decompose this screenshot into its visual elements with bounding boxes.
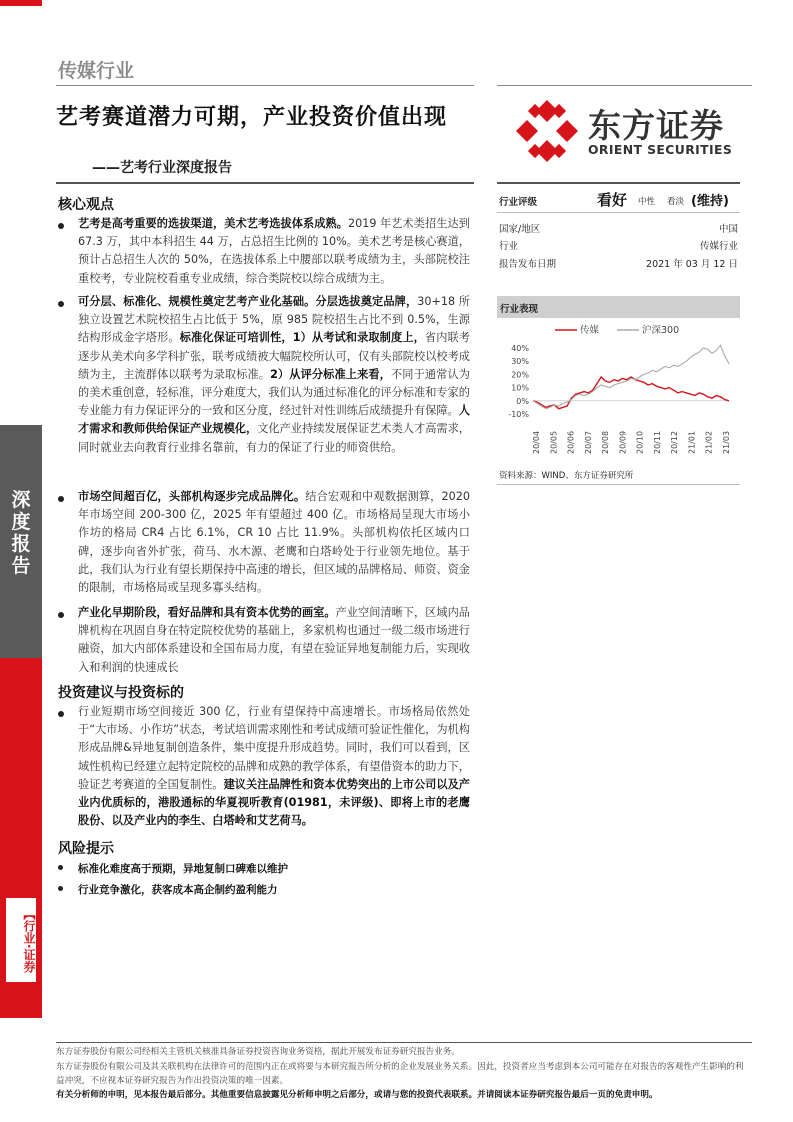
rating-row-key: 国家/地区 <box>499 224 541 235</box>
x-tick-label: 20/05 <box>549 430 559 454</box>
footer-line: 东方证券股份有限公司及其关联机构在法律许可的范围内正在或将要与本研究报告所分析的企业发展业务关系。因此，投资者应当考虑到本公司可能存在对报告的客观性产生影响的利益冲突，不应视本证券研究报告为作出投资决策的唯一因素。 <box>56 1062 744 1086</box>
logo-name-cn: 东方证券 <box>588 106 724 145</box>
logo-mark-icon <box>512 98 582 164</box>
page-subtitle: ——艺考行业深度报告 <box>92 160 232 176</box>
logo <box>512 98 752 162</box>
core-item <box>78 215 470 288</box>
header-divider <box>56 85 474 86</box>
footer-line: 东方证券股份有限公司经相关主管机关核准具备证券投资咨询业务资格，据此开展发布证券研究报告业务。 <box>56 1047 460 1057</box>
core-item-text: 不同于通常认为的美术重创意，轻标准，评分难度大，我们认为通过标准化的评分标准和专家的专业能力有力保证评分的一致和区分度，经过针对性训练后成绩提升有保障。 <box>78 367 470 418</box>
y-tick-label: 30% <box>511 357 529 367</box>
y-tick-label: 10% <box>511 383 529 393</box>
rating-status: (维持) <box>691 194 729 209</box>
x-tick-label: 21/01 <box>687 430 697 454</box>
footer-line: 有关分析师的申明，见本报告最后部分。其他重要信息披露见分析师申明之后部分，或请与您的投资代表联系。并请阅读本证券研究报告最后一页的免责申明。 <box>56 1090 658 1100</box>
y-tick-label: -10% <box>508 410 529 419</box>
legend-label: 传媒 <box>580 325 600 336</box>
logo-name-en: ORIENT SECURITIES <box>588 142 733 157</box>
core-item-bold: 市场空间超百亿，头部机构逐步完成品牌化。 <box>78 490 306 503</box>
risk-item: 行业竞争激化，获客成本高企制约盈利能力 <box>78 884 278 896</box>
y-tick-label: 0% <box>516 396 529 406</box>
rating-row-key: 报告发布日期 <box>499 259 557 270</box>
x-tick-label: 20/12 <box>670 430 680 454</box>
rating-divider <box>497 212 740 213</box>
perf-source: 资料来源：WIND、东方证券研究所 <box>499 471 634 481</box>
side-tab-deep-report <box>0 425 42 658</box>
perf-bottom-rule <box>497 484 740 485</box>
core-item-bold: 艺考是高考重要的选拔渠道，美术艺考选拔体系成熟。 <box>78 217 348 230</box>
perf-heading: 行业表现 <box>500 304 539 315</box>
x-tick-label: 20/10 <box>635 430 645 454</box>
side-tab-char: 深 <box>11 489 31 511</box>
logo-top-rule <box>497 85 752 86</box>
invest-heading: 投资建议与投资标的 <box>58 685 184 701</box>
rating-top-rule <box>497 182 740 184</box>
side-tab-char: 告 <box>11 555 31 577</box>
x-tick-label: 21/02 <box>704 430 714 454</box>
core-item-bold: 产业化早期阶段，看好品牌和具有资本优势的画室。 <box>78 606 336 619</box>
rating-row-value: 传媒行业 <box>699 241 738 252</box>
x-tick-label: 21/03 <box>722 430 731 454</box>
y-tick-label: 20% <box>511 370 529 380</box>
core-item-text: 省内联考逐步从美术向多学科扩张，联考成绩被大幅院校所认可，仅有头部院校以校考成绩为主，主流群体以联考为录取标准。 <box>78 331 470 381</box>
core-item-bold: 2）从评分标准上来看， <box>270 367 391 381</box>
core-item-text: 2019 年艺术类招生达到 67.3 万，其中本科招生 44 万，占总招生比例的 10%。美术艺考是核心赛道，预计占总招生人次的 50%，在选拔体系上中腰部以联考成绩为主，头部院校注重校考，专业院校看重专业成绩，综合类院校以综合成绩为主。 <box>78 217 470 285</box>
rating-row-key: 行业 <box>499 241 519 252</box>
subtitle-divider <box>56 182 474 184</box>
y-tick-label: 40% <box>511 344 529 353</box>
core-item-text: 结合宏观和中观数据测算，2020 年市场空间 200-300 亿，2025 年有望超过 400 亿。市场格局呈现大市场小作坊的格局 CR4 占比 6.1%，CR 10 占比 11.9%。头部机构依托区域内口碑，逐步向省外扩张，荷马、水木源、老鹰和白塔岭处于行业领先地位。基于此，我们认为行业有望长期保持中高速的增长，但区域的品牌格局、师资、资金的限制，市场格局或呈现多寡头结构。 <box>78 490 470 595</box>
bullet-icon <box>58 301 64 307</box>
x-tick-label: 20/06 <box>566 430 576 454</box>
core-item-bold: 可分层、标准化、规模性奠定艺考产业化基础。分层选拔奠定品牌， <box>78 295 418 308</box>
bullet-icon <box>58 865 63 870</box>
invest-bold: 建议关注品牌性和资本优势突出的上市公司以及产业内优质标的，港股通标的华夏视听教育(01981，未评级)、即将上市的老鹰股份、以及产业内的李生、白塔岭和艾艺荷马。 <box>78 777 470 828</box>
core-item-text: 30+18 所独立设置艺术院校招生占比低于 5%，原 985 院校招生占比不到 0.5%，生源结构形成金字塔形。 <box>78 295 470 345</box>
bullet-icon <box>58 496 64 502</box>
x-tick-label: 20/09 <box>618 430 628 454</box>
rating-label: 行业评级 <box>499 197 538 208</box>
rating-bearish: 看淡 <box>667 197 685 207</box>
legend-label: 沪深300 <box>642 325 680 336</box>
core-item-bold: 标准化保证可培训性，1）从考试和录取制度上， <box>179 331 425 345</box>
performance-chart <box>497 320 740 460</box>
risk-item: 标准化难度高于预期，异地复制口碑难以维护 <box>78 863 288 875</box>
bullet-icon <box>58 886 63 891</box>
rating-row-value: 中国 <box>718 224 738 235</box>
bullet-icon <box>58 223 64 229</box>
core-item <box>78 604 470 677</box>
core-item-bold: 人才需求和教师供给保证产业规模化， <box>78 404 470 436</box>
rating-value: 看好 <box>597 191 628 209</box>
rating-neutral: 中性 <box>638 197 656 207</box>
core-item <box>78 488 470 597</box>
footer-divider <box>56 1042 752 1043</box>
side-tab-industry-label: 【行业·证券 <box>6 898 36 982</box>
invest-paragraph <box>78 703 470 830</box>
corner-marker <box>0 0 42 6</box>
risk-heading: 风险提示 <box>58 841 114 857</box>
rating-row-value: 2021 年 03 月 12 日 <box>646 259 738 270</box>
x-tick-label: 20/04 <box>532 430 541 454</box>
side-tab-char: 度 <box>11 511 31 533</box>
side-tab-char: 报 <box>11 533 31 555</box>
invest-text: 行业短期市场空间接近 300 亿，行业有望保持中高速增长。市场格局依然处于“大市场、小作坊”状态，考试培训需求刚性和考试成绩可验证性催化，为机构形成品牌&异地复制创造条件，集中度提升形成趋势。同时，我们可以看到，区域性机构已经建立起特定院校的品牌和成熟的教学体系，有望借资本的助力下，验证艺考赛道的全国复制性。 <box>78 705 470 791</box>
page-title: 艺考赛道潜力可期，产业投资价值出现 <box>56 105 448 130</box>
core-item-text: 文化产业持续发展保证艺术类人才高需求，同时就业去向教育行业排名靠前，有力的保证了行业的师资供给。 <box>78 422 470 454</box>
core-item-text: 产业空间清晰下，区域内品牌机构在巩固自身在特定院校优势的基础上，多家机构也通过一级二级市场进行融资，加大内部体系建设和全国布局力度，有望在验证异地复制能力后，实现收入和利润的快速成长 <box>78 606 470 674</box>
core-heading: 核心观点 <box>58 197 114 213</box>
core-item <box>78 293 470 457</box>
x-tick-label: 20/08 <box>601 430 611 454</box>
bullet-icon <box>58 711 64 717</box>
bullet-icon <box>58 612 64 618</box>
sector-label: 传媒行业 <box>58 60 135 82</box>
x-tick-label: 20/07 <box>583 430 593 454</box>
x-tick-label: 20/11 <box>652 430 662 454</box>
